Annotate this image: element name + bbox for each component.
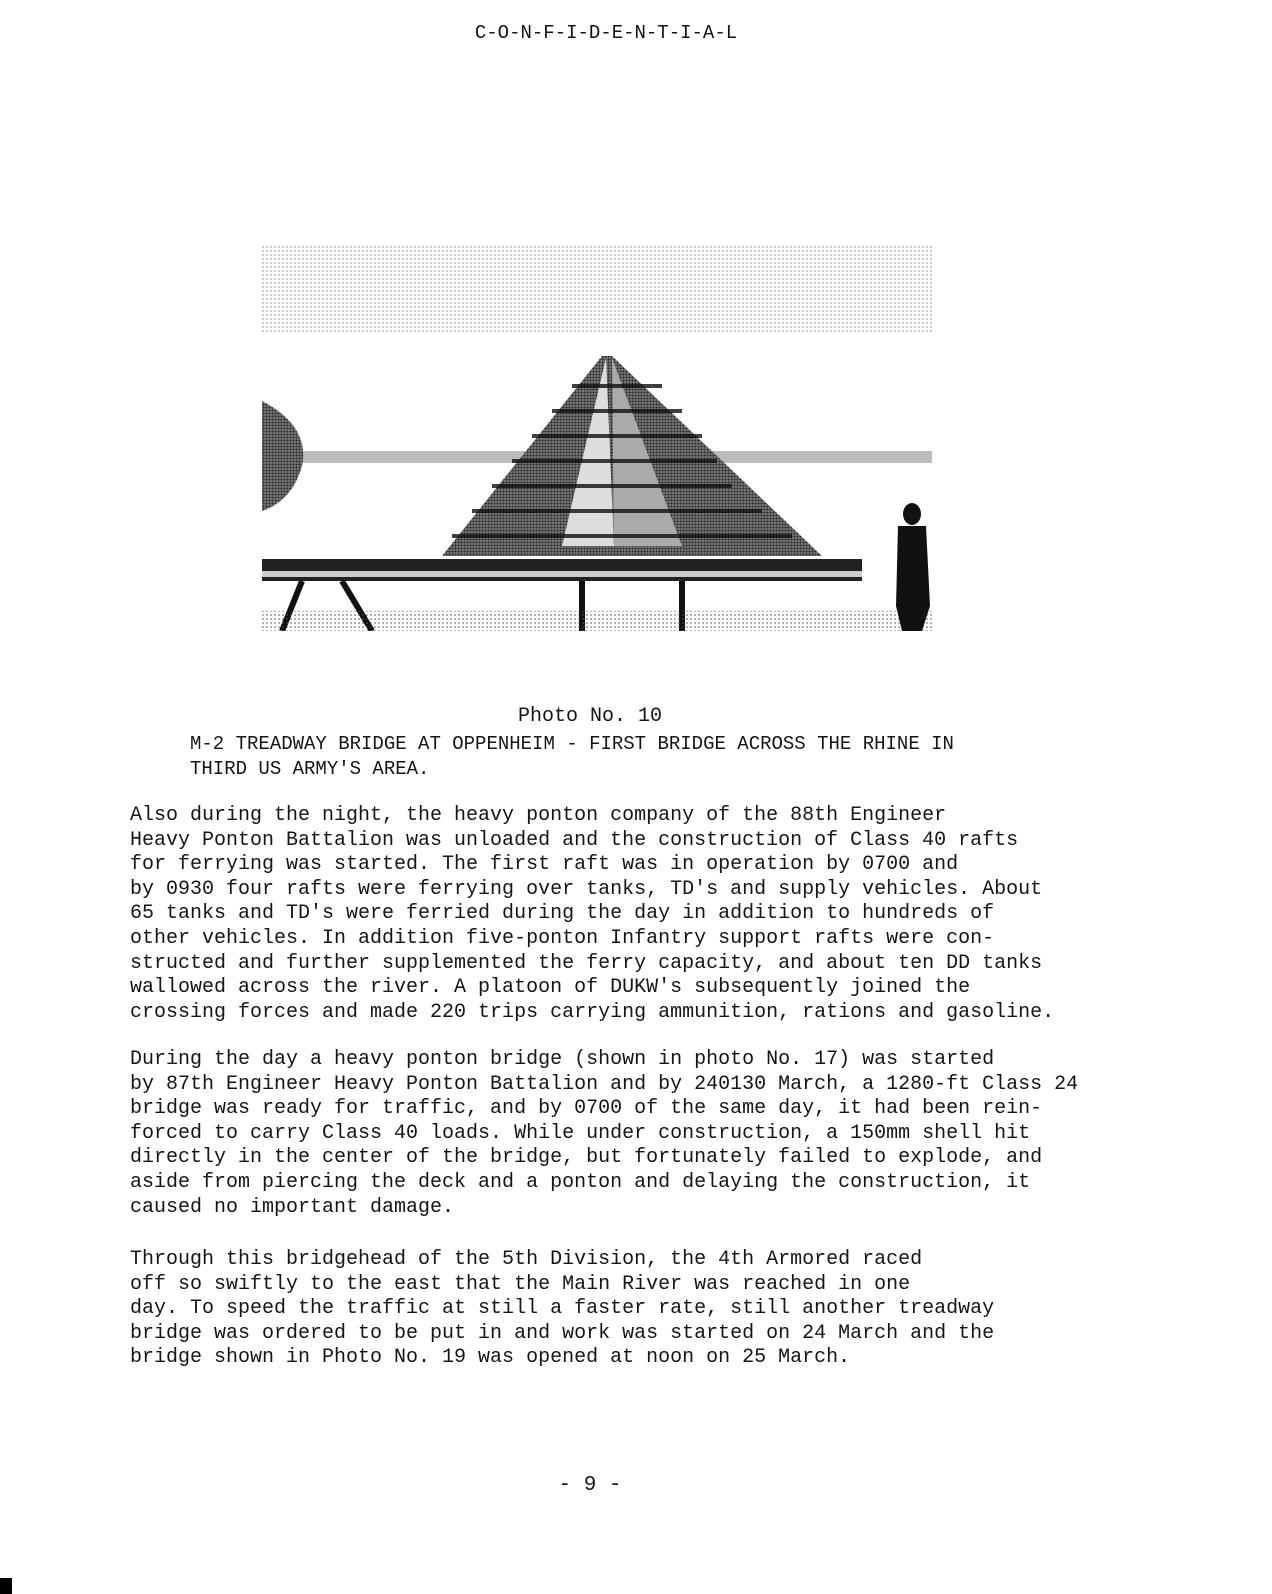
body-paragraph: Through this bridgehead of the 5th Division, the 4th Armored raced off so swiftly to the east that the Main River was reached in one day. To speed the traffic at still a faster rate, still another treadway bridge was ordered to be put in and work was started on 24 March and the bridge shown in Photo No. 19 was opened at noon on 25 March. [130, 1248, 995, 1370]
body-paragraph: Also during the night, the heavy ponton company of the 88th Engineer Heavy Ponton Battalion was unloaded and the construction of Class 40 rafts for ferrying was started. The first raft was in operation by 0700 and by 0930 four rafts were ferrying over tanks, TD's and supply vehicles. About 65 tanks and TD's were ferried during the day in addition to hundreds of other vehicles. In addition five-ponton Infantry support rafts were con- structed and further supplemented the ferry capacity, and about ten DD tanks wallowed across the river. A platoon of DUKW's subsequently joined the crossing forces and made 220 trips carrying ammunition, rations and gasoline. [130, 804, 1055, 1024]
photo-caption-title: M-2 TREADWAY BRIDGE AT OPPENHEIM - FIRST BRIDGE ACROSS THE RHINE IN THIRD US ARMY'S AREA. [190, 733, 954, 780]
photo-caption-number: Photo No. 10 [517, 705, 663, 728]
body-paragraph: During the day a heavy ponton bridge (shown in photo No. 17) was started by 87th Engineer Heavy Ponton Battalion and by 240130 March, a 1280-ft Class 24 bridge was ready for traffic, and by 0700 of the same day, it had been rein- forced to carry Class 40 loads. While under construction, a 150mm shell hit directly in the center of the bridge, but fortunately failed to explode, and aside from piercing the deck and a ponton and delaying the construction, it caused no important damage. [130, 1048, 1079, 1219]
page-number: - 9 - [558, 1474, 622, 1497]
scan-corner-mark [0, 1578, 12, 1594]
bridge-photo [262, 226, 932, 631]
classification-header: C-O-N-F-I-D-E-N-T-I-A-L [474, 22, 738, 44]
